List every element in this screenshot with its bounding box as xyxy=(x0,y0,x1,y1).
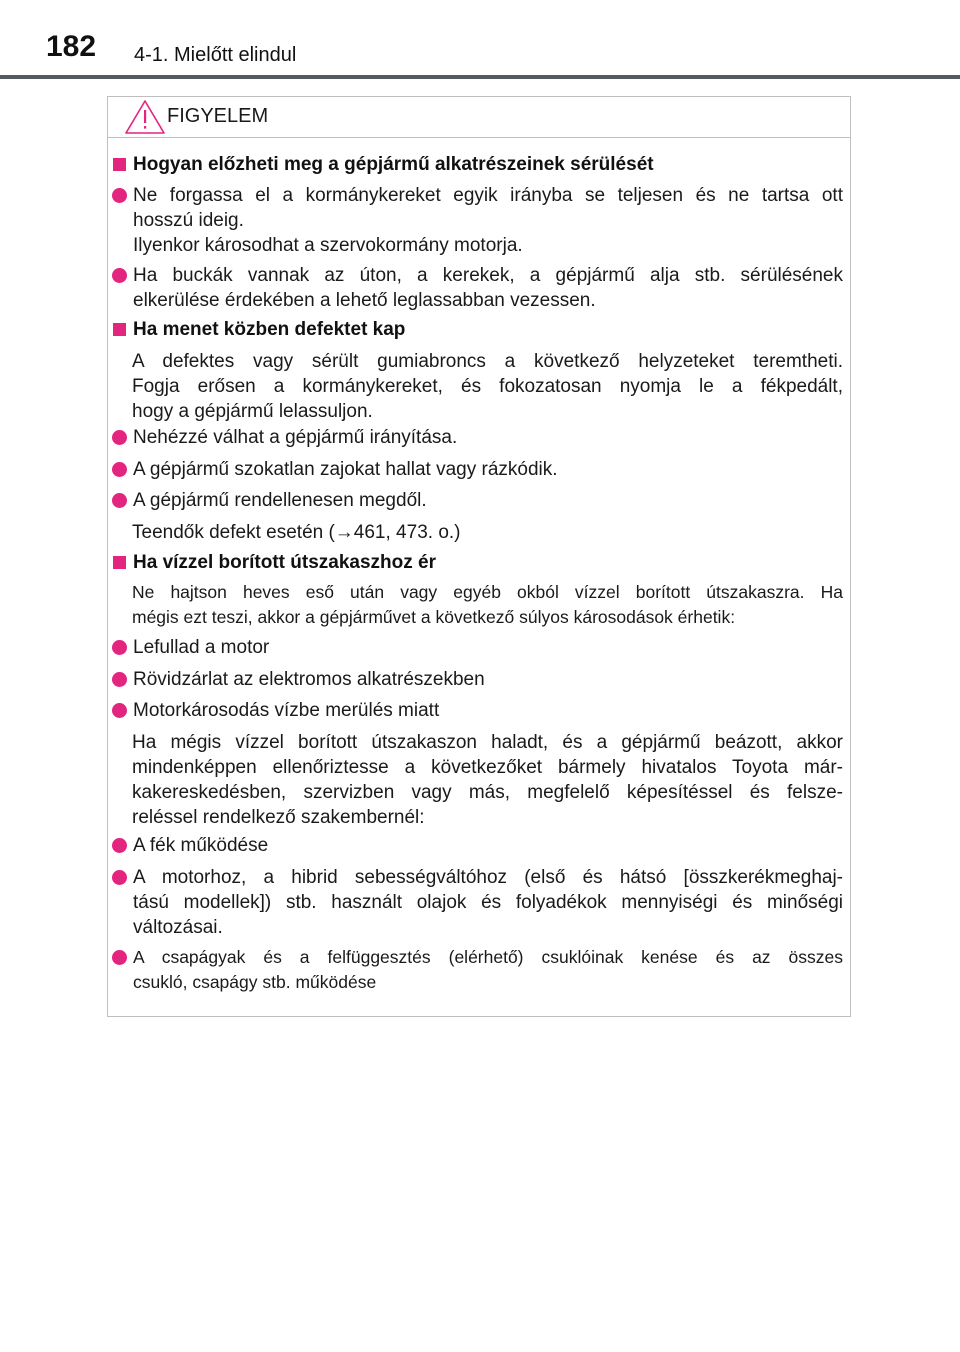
list-item: Nehézzé válhat a gépjármű irányítása. xyxy=(133,427,458,448)
bullet-dot-icon xyxy=(112,838,127,853)
list-item: A csapágyak és a felfüggesztés (elérhető) csuklóinak kenése és az összes csukló, csapágy stb. működése xyxy=(133,947,843,992)
section-title: 4-1. Mielőtt elindul xyxy=(134,44,297,66)
list-item: A fék működése xyxy=(133,835,269,856)
header-rule xyxy=(0,75,960,79)
list-item: A motorhoz, a hibrid sebességváltóhoz (első és hátsó [összkerékmeghaj- tású modellek]) stb. használt olajok és folyadékok mennyiségi és minőségi változásai. xyxy=(133,867,843,938)
square-marker-icon xyxy=(113,323,126,336)
bullet-dot-icon xyxy=(112,493,127,508)
bullet-dot-icon xyxy=(112,950,127,965)
warning-box xyxy=(107,96,851,1017)
bullet-dot-icon xyxy=(112,640,127,655)
section-title-damage-prevention: Hogyan előzheti meg a gépjármű alkatrészeinek sérülését xyxy=(133,154,654,175)
list-item: Rövidzárlat az elektromos alkatrészekben xyxy=(133,669,485,690)
square-marker-icon xyxy=(113,556,126,569)
bullet-dot-icon xyxy=(112,703,127,718)
list-item: Lefullad a motor xyxy=(133,637,270,658)
section-title-flat-tire: Ha menet közben defektet kap xyxy=(133,319,406,340)
paragraph: A defektes vagy sérült gumiabroncs a következő helyzeteket teremtheti. Fogja erősen a kormánykereket, és fokozatosan nyomja le a fékpedált, hogy a gépjármű lelassuljon. xyxy=(132,351,843,422)
warning-header xyxy=(108,97,850,138)
warning-label: FIGYELEM xyxy=(167,105,269,127)
bullet-dot-icon xyxy=(112,870,127,885)
bullet-dot-icon xyxy=(112,462,127,477)
list-item: Motorkárosodás vízbe merülés miatt xyxy=(133,700,440,721)
paragraph: Ha mégis vízzel borított útszakaszon haladt, és a gépjármű beázott, akkor mindenképpen ellenőriztesse a következőket bármely hivatalos Toyota már- kakereskedésben, szervizben vagy más, megfelelő képesítéssel és felsze- reléssel rendelkező szakembernél: xyxy=(132,732,843,828)
reference-text: Teendők defekt esetén (→461, 473. o.) xyxy=(132,522,461,543)
bullet-dot-icon xyxy=(112,268,127,283)
list-item: A gépjármű szokatlan zajokat hallat vagy rázkódik. xyxy=(133,459,558,480)
bullet-dot-icon xyxy=(112,672,127,687)
list-item: Ha buckák vannak az úton, a kerekek, a gépjármű alja stb. sérülésének elkerülése érdekében a lehető leglassabban vezessen. xyxy=(133,265,843,311)
bullet-dot-icon xyxy=(112,188,127,203)
warning-triangle-icon xyxy=(124,99,166,135)
list-item: Ne forgassa el a kormánykereket egyik irányba se teljesen és ne tartsa ott hosszú ideig. Ilyenkor károsodhat a szervokormány motorja. xyxy=(133,185,843,256)
bullet-dot-icon xyxy=(112,430,127,445)
square-marker-icon xyxy=(113,158,126,171)
paragraph: Ne hajtson heves eső után vagy egyéb okból vízzel borított útszakaszra. Ha mégis ezt teszi, akkor a gépjárművet a következő súlyos károsodások érhetik: xyxy=(132,582,843,627)
list-item: A gépjármű rendellenesen megdől. xyxy=(133,490,427,511)
page-number: 182 xyxy=(46,30,97,63)
page-header xyxy=(0,0,960,80)
section-title-flooded-road: Ha vízzel borított útszakaszhoz ér xyxy=(133,552,437,573)
